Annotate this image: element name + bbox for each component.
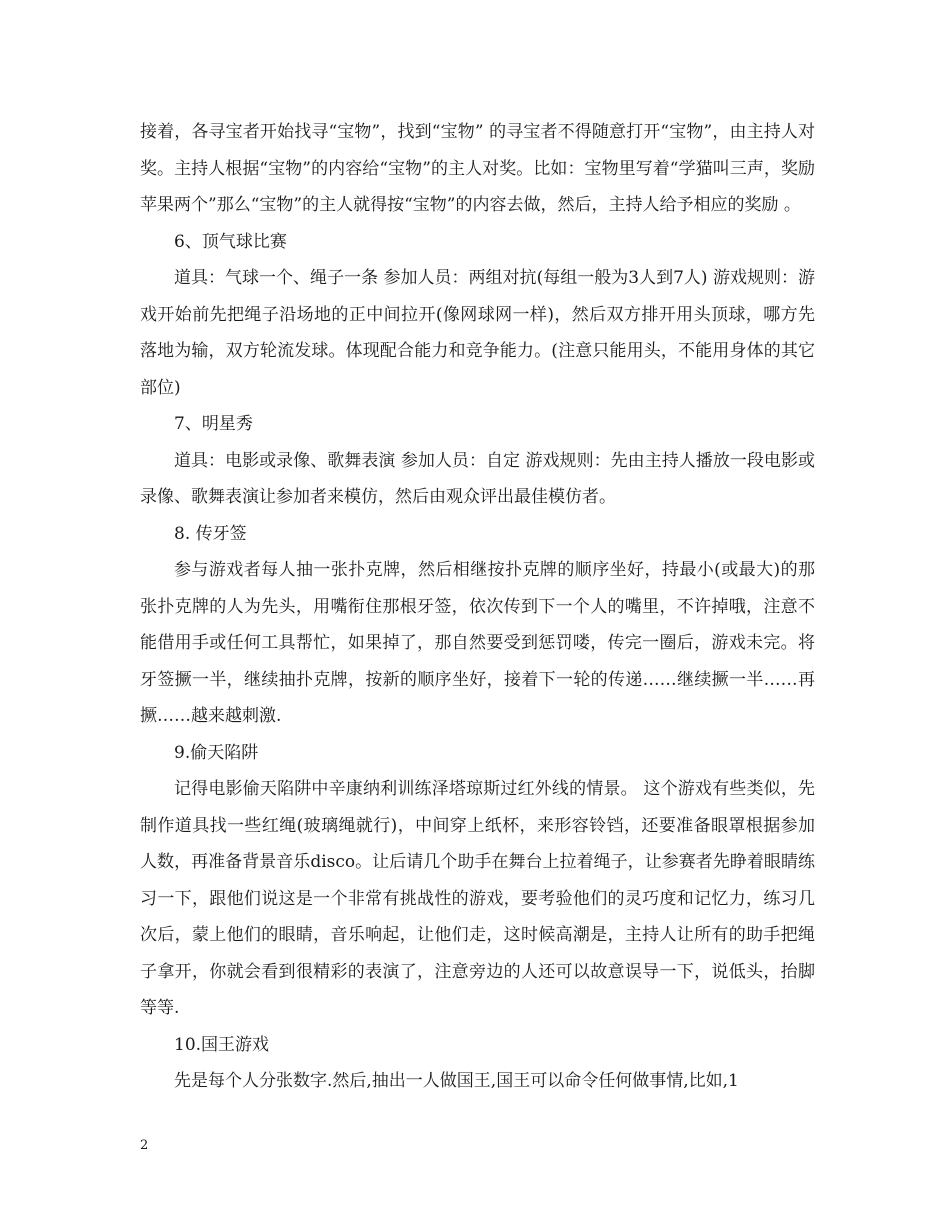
paragraph-balloon-game: 道具：气球一个、绳子一条 参加人员：两组对抗(每组一般为3人到7人) 游戏规则：游戏开始前先把绳子沿场地的正中间拉开(像网球网一样)，然后双方排开用头顶球，哪方先落地为输，双方轮流发球。体现配合能力和竞争能力。(注意只能用头，不能用身体的其它部位): [140, 268, 815, 398]
paragraph-toothpick-game: 参与游戏者每人抽一张扑克牌，然后相继按扑克牌的顺序坐好，持最小(或最大)的那张扑克牌的人为先头，用嘴衔住那根牙签，依次传到下一个人的嘴里，不许掉哦，注意不能借用手或任何工具帮忙，如果掉了，那自然要受到惩罚喽，传完一圈后，游戏未完。将牙签撅一半，继续抽扑克牌，按新的顺序坐好，接着下一轮的传递……继续撅一半……再撅……越来越刺激.: [140, 560, 815, 726]
paragraph-entrapment-game: 记得电影偷天陷阱中辛康纳利训练泽塔琼斯过红外线的情景。 这个游戏有些类似，先制作道具找一些红绳(玻璃绳就行)，中间穿上纸杯，来形容铃铛，还要准备眼罩根据参加人数，再准备背景音乐disco。让后请几个助手在舞台上拉着绳子，让参赛者先睁着眼睛练习一下，跟他们说这是一个非常有挑战性的游戏，要考验他们的灵巧度和记忆力，练习几次后，蒙上他们的眼睛，音乐响起，让他们走，这时候高潮是，主持人让所有的助手把绳子拿开，你就会看到很精彩的表演了，注意旁边的人还可以故意误导一下，说低头，抬脚等等.: [140, 779, 815, 1018]
paragraph-treasure-hunt-end: 接着，各寻宝者开始找寻“宝物”，找到“宝物” 的寻宝者不得随意打开“宝物”，由主持人对奖。主持人根据“宝物”的内容给“宝物”的主人对奖。比如：宝物里写着“学猫叫三声，奖励苹果两个”那么“宝物”的主人就得按“宝物”的内容去做，然后，主持人给予相应的奖励 。: [140, 122, 815, 215]
section-heading-6: 6、顶气球比赛: [174, 231, 287, 252]
section-heading-7: 7、明星秀: [174, 414, 253, 434]
document-body: [140, 114, 815, 1100]
section-heading-9: 9.偷天陷阱: [174, 742, 259, 763]
page-number: 2: [140, 1138, 149, 1153]
section-heading-10: 10.国王游戏: [174, 1034, 270, 1055]
paragraph-king-game: 先是每个人分张数字.然后,抽出一人做国王,国王可以命令任何做事情,比如,1: [174, 1071, 739, 1091]
paragraph-star-show: 道具：电影或录像、歌舞表演 参加人员：自定 游戏规则：先由主持人播放一段电影或录像、歌舞表演让参加者来模仿，然后由观众评出最佳模仿者。: [140, 450, 815, 507]
section-heading-8: 8. 传牙签: [174, 523, 247, 544]
